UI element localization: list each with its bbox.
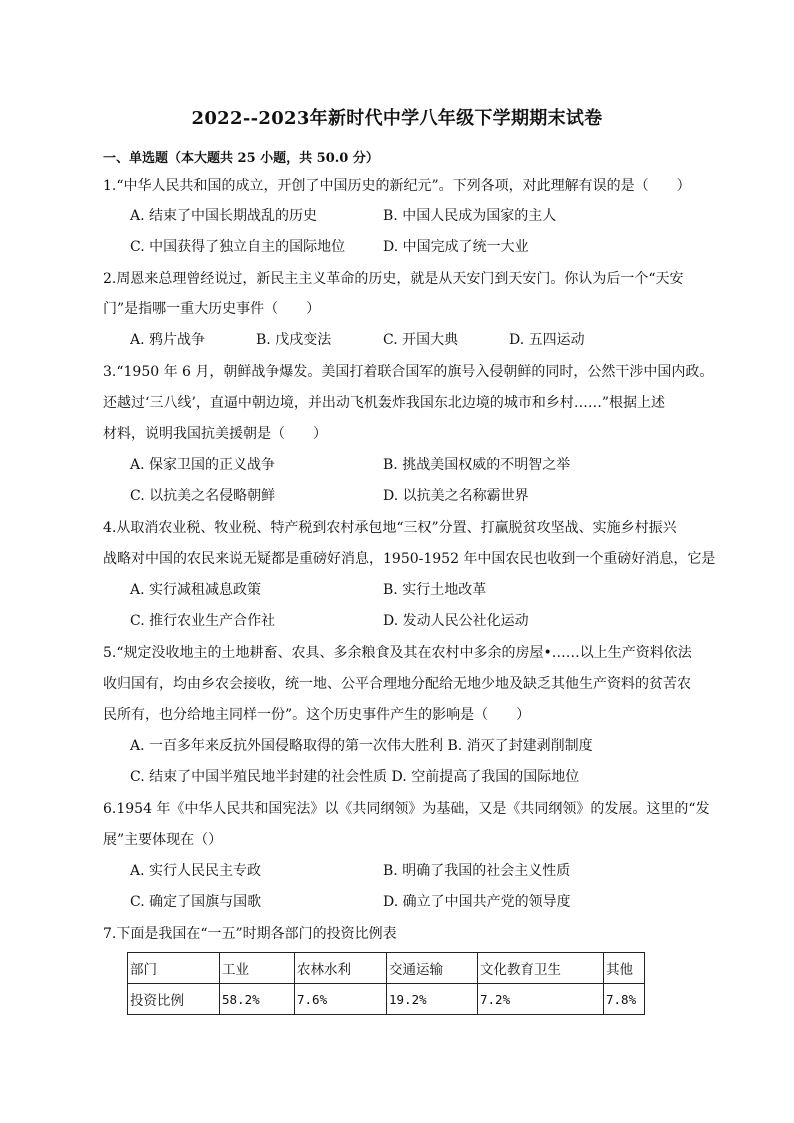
question-6-option-c: C. 确定了国旗与国歌 — [130, 894, 262, 910]
exam-title: 2022--2023年新时代中学八年级下学期期末试卷 — [191, 108, 603, 129]
question-1-stem: 1.“中华人民共和国的成立，开创了中国历史的新纪元”。下列各项，对此理解有误的是（ ） — [103, 178, 691, 194]
question-4-stem-line1: 4.从取消农业税、牧业税、特产税到农村承包地“三权”分置、打赢脱贫攻坚战、实施乡村振兴 — [103, 520, 677, 536]
table-row — [128, 984, 645, 1015]
question-6-option-a: A. 实行人民民主专政 — [130, 863, 262, 879]
question-1-option-b: B. 中国人民成为国家的主人 — [383, 208, 557, 224]
table-header-row — [128, 953, 645, 984]
question-2-option-d: D. 五四运动 — [509, 332, 585, 348]
question-2-stem-line1: 2.周恩来总理曾经说过，新民主主义革命的历史，就是从天安门到天安门。你认为后一个“天安 — [103, 271, 684, 287]
table-cell: 58.2% — [220, 984, 295, 1015]
question-2-stem-line2: 门”是指哪一重大历史事件（ ） — [103, 301, 321, 317]
question-3-option-d: D. 以抗美之名称霸世界 — [383, 488, 529, 504]
table-cell: 19.2% — [387, 984, 478, 1015]
question-5-option-ab: A. 一百多年来反抗外国侵略取得的第一次伟大胜利 B. 消灭了封建剥削制度 — [130, 738, 593, 754]
table-cell: 部门 — [128, 953, 220, 984]
question-3-stem-line2: 还越过‘三八线’，直逼中朝边境，并出动飞机轰炸我国东北边境的城市和乡村……”根据上述 — [103, 395, 666, 411]
table-cell: 交通运输 — [387, 953, 478, 984]
question-1-option-c: C. 中国获得了独立自主的国际地位 — [130, 239, 346, 255]
table-cell: 7.2% — [478, 984, 604, 1015]
question-4-option-a: A. 实行减租减息政策 — [130, 582, 262, 598]
question-3-option-c: C. 以抗美之名侵略朝鲜 — [130, 488, 276, 504]
investment-table — [127, 952, 645, 1015]
question-4-option-b: B. 实行土地改革 — [383, 582, 487, 598]
question-5-option-cd: C. 结束了中国半殖民地半封建的社会性质 D. 空前提高了我国的国际地位 — [130, 769, 580, 785]
question-3-stem-line3: 材料，说明我国抗美援朝是（ ） — [103, 426, 327, 442]
question-6-stem-line2: 展”主要体现在（） — [103, 832, 223, 848]
question-3-stem-line1: 3.“1950 年 6 月，朝鲜战争爆发。美国打着联合国军的旗号入侵朝鲜的同时，公然干涉中国内政。 — [103, 364, 714, 380]
question-4-option-c: C. 推行农业生产合作社 — [130, 613, 276, 629]
section-heading: 一、单选题（本大题共 25 小题，共 50.0 分） — [103, 151, 379, 166]
question-5-stem-line2: 收归国有，均由乡农会接收，统一地、公平合理地分配给无地少地及缺乏其他生产资料的贫苦农 — [103, 676, 691, 692]
question-3-option-b: B. 挑战美国权威的不明智之举 — [383, 457, 571, 473]
question-6-option-d: D. 确立了中国共产党的领导度 — [383, 894, 571, 910]
question-5-stem-line1: 5.“规定没收地主的土地耕畜、农具、多余粮食及其在农村中多余的房屋•……以上生产资料依法 — [103, 645, 692, 661]
table-cell: 7.8% — [604, 984, 645, 1015]
question-3-option-a: A. 保家卫国的正义战争 — [130, 457, 276, 473]
table-cell: 文化教育卫生 — [478, 953, 604, 984]
question-6-option-b: B. 明确了我国的社会主义性质 — [383, 863, 571, 879]
question-4-option-d: D. 发动人民公社化运动 — [383, 613, 529, 629]
table-cell: 7.6% — [295, 984, 387, 1015]
question-4-stem-line2: 战略对中国的农民来说无疑都是重磅好消息，1950-1952 年中国农民也收到一个重磅好消息，它是 — [103, 551, 716, 567]
question-5-stem-line3: 民所有，也分给地主同样一份”。这个历史事件产生的影响是（ ） — [103, 707, 531, 723]
table-cell: 投资比例 — [128, 984, 220, 1015]
question-2-option-b: B. 戊戌变法 — [256, 332, 332, 348]
table-cell: 工业 — [220, 953, 295, 984]
question-7-stem: 7.下面是我国在“一五”时期各部门的投资比例表 — [103, 926, 397, 942]
question-6-stem-line1: 6.1954 年《中华人民共和国宪法》以《共同纲领》为基础，又是《共同纲领》的发展。这里的“发 — [103, 801, 710, 817]
question-2-option-c: C. 开国大典 — [383, 332, 459, 348]
question-1-option-d: D. 中国完成了统一大业 — [383, 239, 529, 255]
question-2-option-a: A. 鸦片战争 — [130, 332, 206, 348]
table-cell: 农林水利 — [295, 953, 387, 984]
question-1-option-a: A. 结束了中国长期战乱的历史 — [130, 208, 318, 224]
table-cell: 其他 — [604, 953, 645, 984]
